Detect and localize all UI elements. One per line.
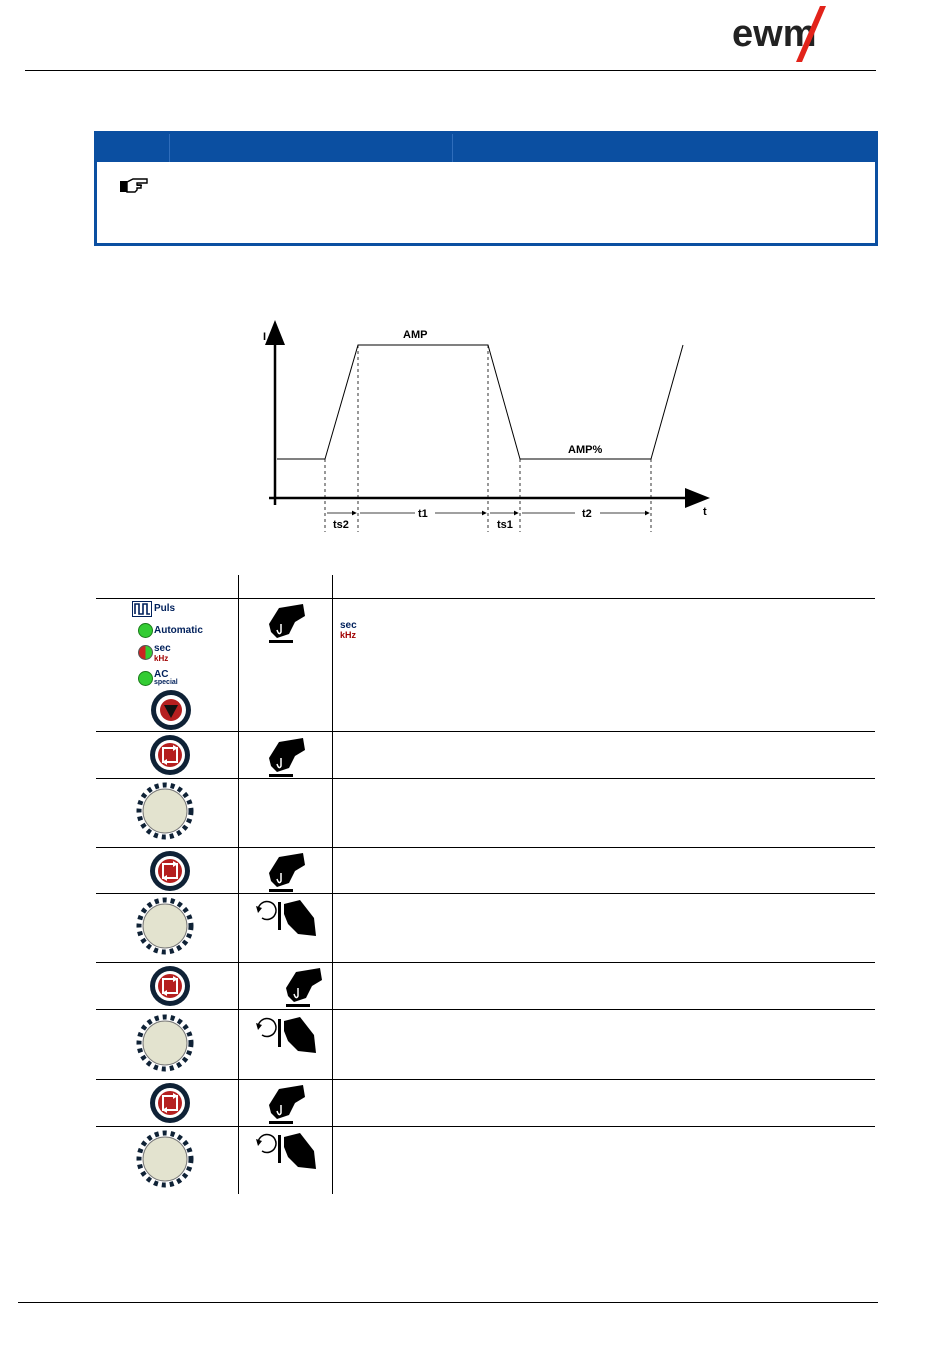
note-pointing-hand-icon xyxy=(119,176,149,194)
level-low-label: AMP% xyxy=(568,444,603,456)
push-button-hand-icon xyxy=(265,1083,309,1125)
note-box xyxy=(94,131,878,246)
table-row-divider xyxy=(96,731,875,732)
level-high-label: AMP xyxy=(403,329,428,341)
led-ac-special-indicator xyxy=(138,671,153,686)
parameter-navigation-button-icon[interactable] xyxy=(148,1082,192,1124)
table-row-divider xyxy=(96,1079,875,1080)
select-down-button-icon[interactable] xyxy=(149,689,193,731)
led-label-automatic: Automatic xyxy=(154,625,203,636)
rotary-dial-icon[interactable] xyxy=(136,1130,198,1192)
table-top-rule xyxy=(96,598,875,599)
led-panel xyxy=(130,601,230,729)
table-column-divider xyxy=(238,598,239,1194)
turn-knob-hand-icon xyxy=(254,1013,320,1057)
segment-label: ts1 xyxy=(497,519,513,531)
led-automatic-indicator xyxy=(138,623,153,638)
footer-rule xyxy=(18,1302,878,1303)
turn-knob-hand-icon xyxy=(254,896,320,940)
current-waveform xyxy=(277,345,683,459)
time-markers xyxy=(325,345,651,532)
segment-label: t2 xyxy=(582,508,592,520)
rotary-dial-icon[interactable] xyxy=(136,782,198,844)
table-row-divider xyxy=(96,1126,875,1127)
note-header-separator xyxy=(452,134,453,162)
x-axis-label: t xyxy=(703,506,707,518)
table-row-divider xyxy=(96,1009,875,1010)
pulse-current-diagram xyxy=(255,320,720,540)
led-label-khz: kHz xyxy=(154,654,169,663)
led-label-sec: sec xyxy=(154,643,171,654)
pulse-wave-icon xyxy=(132,601,152,617)
logo-text: ewm xyxy=(732,13,817,55)
table-row-divider xyxy=(96,962,875,963)
table-header-divider xyxy=(332,575,333,599)
parameter-navigation-button-icon[interactable] xyxy=(148,850,192,892)
table-row-divider xyxy=(96,778,875,779)
table-column-divider xyxy=(332,598,333,1194)
segment-label: ts2 xyxy=(333,519,349,531)
parameter-navigation-button-icon[interactable] xyxy=(148,734,192,776)
step1-sec-text: sec xyxy=(340,620,357,631)
segment-label: t1 xyxy=(418,508,428,520)
push-button-hand-icon xyxy=(282,966,326,1008)
push-button-hand-icon xyxy=(265,602,309,644)
table-header-divider xyxy=(238,575,239,599)
rotary-dial-icon[interactable] xyxy=(136,1014,198,1076)
table-row-divider xyxy=(96,893,875,894)
push-button-hand-icon xyxy=(265,851,309,893)
note-header-bar xyxy=(97,134,875,162)
turn-knob-hand-icon xyxy=(254,1129,320,1173)
led-label-ac: AC xyxy=(154,669,169,680)
led-label-special: special xyxy=(154,679,178,686)
table-row-divider xyxy=(96,847,875,848)
y-axis-label: I xyxy=(263,331,267,343)
note-header-separator xyxy=(169,134,170,162)
ewm-logo xyxy=(730,2,860,62)
parameter-navigation-button-icon[interactable] xyxy=(148,965,192,1007)
push-button-hand-icon xyxy=(265,736,309,778)
led-label-puls: Puls xyxy=(154,603,176,614)
rotary-dial-icon[interactable] xyxy=(136,897,198,959)
header-rule xyxy=(25,70,876,71)
step1-khz-text: kHz xyxy=(340,630,357,640)
led-sec-khz-indicator xyxy=(138,645,153,660)
